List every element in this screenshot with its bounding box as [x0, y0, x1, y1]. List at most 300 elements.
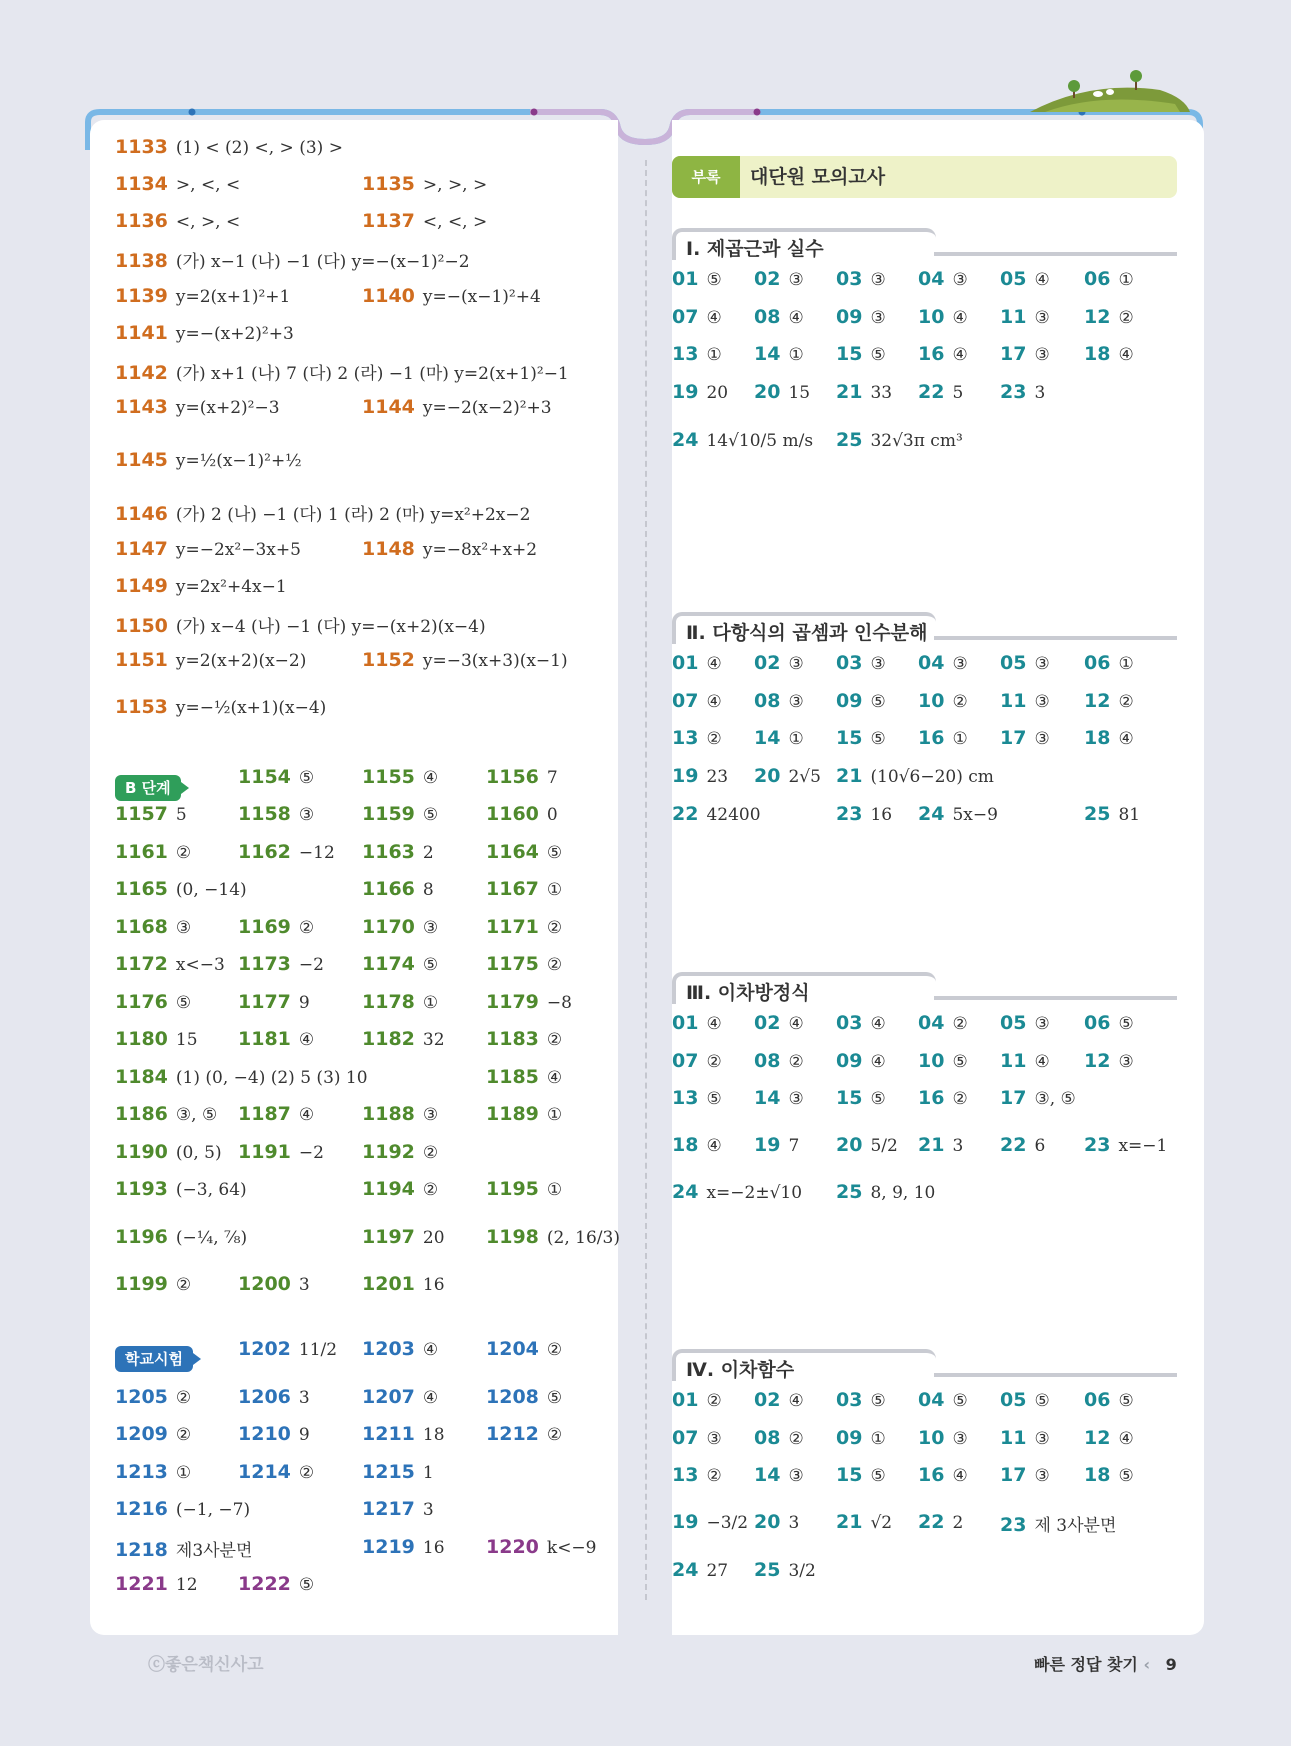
question-number: 14: [754, 1464, 781, 1486]
answer-value: ①: [546, 880, 563, 900]
answer-value: 제3사분면: [175, 1541, 253, 1561]
problem-number: 1179: [486, 991, 539, 1013]
problem-number: 1158: [238, 803, 291, 825]
answer-item: [672, 1050, 722, 1072]
answer-item: [754, 765, 821, 787]
problem-number: 1160: [486, 803, 539, 825]
answer-item: [836, 652, 886, 674]
answer-value: ⑤: [870, 1391, 886, 1411]
question-number: 02: [754, 652, 781, 674]
problem-number: 1146: [115, 503, 168, 525]
question-number: 03: [836, 652, 863, 674]
question-number: 25: [836, 429, 863, 451]
answer-item: [836, 1511, 892, 1533]
answer-item: [362, 766, 438, 788]
answer-item: [754, 1511, 799, 1533]
problem-number: 1184: [115, 1066, 168, 1088]
answer-value: ④: [706, 308, 722, 328]
answer-value: ④: [298, 1030, 315, 1050]
answer-value: ③: [788, 1466, 804, 1486]
answer-item: [836, 690, 886, 712]
answer-value: ⑤: [546, 843, 563, 863]
answer-value: 11/2: [298, 1340, 338, 1360]
answer-value: ③: [1034, 1466, 1050, 1486]
answer-value: ②: [546, 1340, 563, 1360]
answer-value: x=−1: [1118, 1136, 1168, 1156]
answer-item: [238, 1338, 337, 1360]
question-number: 12: [1084, 306, 1111, 328]
section-title: Ⅳ. 이차함수: [686, 1359, 795, 1381]
question-number: 17: [1000, 1087, 1027, 1109]
answer-value: 2: [422, 843, 434, 863]
question-number: 23: [1084, 1134, 1111, 1156]
question-number: 23: [836, 803, 863, 825]
problem-number: 1207: [362, 1386, 415, 1408]
answer-value: −2: [298, 955, 324, 975]
answer-item: [115, 1498, 250, 1520]
answer-value: 5: [175, 805, 187, 825]
answer-value: 18: [422, 1425, 445, 1445]
answer-value: 3: [788, 1513, 800, 1533]
problem-number: 1154: [238, 766, 291, 788]
answer-value: ④: [952, 308, 968, 328]
answer-item: [754, 1050, 804, 1072]
answer-value: ④: [870, 1052, 886, 1072]
answer-value: ④: [1118, 345, 1134, 365]
answer-value: 5x−9: [952, 805, 998, 825]
answer-value: 1: [422, 1463, 434, 1483]
answer-value: 42400: [706, 805, 761, 825]
answer-item: [238, 1573, 314, 1595]
answer-value: ③: [952, 654, 968, 674]
answer-value: ③: [1034, 692, 1050, 712]
answer-value: 8: [422, 880, 434, 900]
answer-item: [672, 652, 722, 674]
answer-value: ④: [1118, 729, 1134, 749]
answer-item: [918, 381, 963, 403]
answer-item: [1000, 1012, 1050, 1034]
question-number: 15: [836, 727, 863, 749]
answer-value: y=−½(x+1)(x−4): [175, 698, 327, 718]
question-number: 03: [836, 1012, 863, 1034]
question-number: 06: [1084, 652, 1111, 674]
answer-item: [115, 1273, 191, 1295]
answer-value: y=−(x−1)²+4: [422, 287, 541, 307]
problem-number: 1163: [362, 841, 415, 863]
question-number: 19: [672, 381, 699, 403]
problem-number: 1216: [115, 1498, 168, 1520]
answer-item: [486, 991, 572, 1013]
problem-number: 1180: [115, 1028, 168, 1050]
question-number: 21: [836, 381, 863, 403]
problem-number: 1165: [115, 878, 168, 900]
appendix-header: [672, 156, 1177, 198]
answer-item: [754, 727, 804, 749]
chevron-left-icon: ‹: [1143, 1655, 1151, 1674]
answer-item: [362, 285, 541, 307]
school-exam-badge: 학교시험: [115, 1346, 193, 1372]
answer-item: [115, 173, 240, 195]
problem-number: 1204: [486, 1338, 539, 1360]
answer-item: [486, 1178, 562, 1200]
answer-item: [362, 1226, 445, 1248]
answer-item: [1000, 268, 1050, 290]
answer-value: ⑤: [1118, 1391, 1134, 1411]
section-header: [672, 228, 1177, 260]
answer-item: [1000, 1087, 1076, 1109]
answer-value: ③: [175, 918, 192, 938]
answer-item: [1084, 1134, 1167, 1156]
problem-number: 1173: [238, 953, 291, 975]
problem-number: 1157: [115, 803, 168, 825]
answer-value: ③: [422, 918, 439, 938]
answer-value: ③: [1034, 654, 1050, 674]
question-number: 10: [918, 306, 945, 328]
answer-item: [918, 1087, 968, 1109]
answer-item: [836, 1389, 886, 1411]
answer-item: [486, 1028, 562, 1050]
problem-number: 1175: [486, 953, 539, 975]
answer-item: [238, 1423, 310, 1445]
answer-item: [486, 1066, 562, 1088]
answer-value: ③: [1034, 729, 1050, 749]
problem-number: 1138: [115, 250, 168, 272]
answer-value: y=−(x+2)²+3: [175, 324, 294, 344]
problem-number: 1151: [115, 649, 168, 671]
problem-number: 1147: [115, 538, 168, 560]
question-number: 25: [1084, 803, 1111, 825]
question-number: 12: [1084, 1050, 1111, 1072]
answer-value: ⑤: [870, 1089, 886, 1109]
problem-number: 1136: [115, 210, 168, 232]
problem-number: 1201: [362, 1273, 415, 1295]
problem-number: 1166: [362, 878, 415, 900]
answer-value: y=2(x+2)(x−2): [175, 651, 307, 671]
answer-value: ②: [175, 1388, 192, 1408]
answer-value: y=2x²+4x−1: [175, 577, 287, 597]
question-number: 14: [754, 1087, 781, 1109]
question-number: 22: [918, 381, 945, 403]
answer-item: [1084, 1464, 1134, 1486]
problem-number: 1193: [115, 1178, 168, 1200]
answer-item: [836, 343, 886, 365]
answer-value: y=−8x²+x+2: [422, 540, 538, 560]
answer-value: ④: [1034, 270, 1050, 290]
appendix-title: 대단원 모의고사: [750, 166, 886, 188]
answer-value: (0, −14): [175, 880, 247, 900]
answer-value: 16: [422, 1275, 445, 1295]
answer-item: [1084, 652, 1134, 674]
answer-value: ②: [175, 1275, 192, 1295]
answer-value: <, <, >: [422, 212, 488, 232]
answer-value: >, >, >: [422, 175, 488, 195]
answer-value: ④: [706, 1136, 722, 1156]
answer-value: ⑤: [952, 1052, 968, 1072]
question-number: 24: [672, 1559, 699, 1581]
section-title: Ⅰ. 제곱근과 실수: [686, 238, 824, 260]
question-number: 07: [672, 1427, 699, 1449]
answer-item: [1084, 1427, 1134, 1449]
problem-number: 1141: [115, 322, 168, 344]
answer-item: [362, 396, 552, 418]
answer-item: [836, 429, 963, 451]
section-rule: [934, 252, 1177, 256]
answer-item: [362, 649, 568, 671]
answer-value: 16: [422, 1538, 445, 1558]
question-number: 13: [672, 727, 699, 749]
problem-number: 1218: [115, 1539, 168, 1561]
answer-item: [1000, 1464, 1050, 1486]
answer-item: [1000, 381, 1045, 403]
question-number: 05: [1000, 652, 1027, 674]
answer-item: [362, 1461, 434, 1483]
answer-item: [754, 652, 804, 674]
question-number: 24: [918, 803, 945, 825]
answer-value: 14√10/5 m/s: [706, 431, 814, 451]
answer-value: ②: [952, 1089, 968, 1109]
answer-item: [486, 803, 558, 825]
question-number: 24: [672, 1181, 699, 1203]
answer-value: ③: [1034, 345, 1050, 365]
question-number: 19: [672, 765, 699, 787]
question-number: 03: [836, 1389, 863, 1411]
answer-item: [1000, 1389, 1050, 1411]
question-number: 19: [754, 1134, 781, 1156]
answer-item: [486, 916, 562, 938]
problem-number: 1152: [362, 649, 415, 671]
question-number: 21: [918, 1134, 945, 1156]
problem-number: 1171: [486, 916, 539, 938]
answer-item: [115, 1536, 252, 1561]
answer-value: 제 3사분면: [1034, 1516, 1117, 1536]
answer-value: ①: [788, 345, 804, 365]
problem-number: 1162: [238, 841, 291, 863]
answer-item: [836, 381, 892, 403]
answer-item: [836, 1012, 886, 1034]
answer-item: [918, 1511, 963, 1533]
answer-value: ③: [788, 692, 804, 712]
problem-number: 1159: [362, 803, 415, 825]
problem-number: 1133: [115, 136, 168, 158]
question-number: 04: [918, 1389, 945, 1411]
problem-number: 1222: [238, 1573, 291, 1595]
answer-value: −12: [298, 843, 335, 863]
answer-value: 0: [546, 805, 558, 825]
answer-value: ④: [706, 692, 722, 712]
answer-item: [486, 1536, 597, 1558]
answer-value: −3/2: [706, 1513, 749, 1533]
answer-item: [1000, 690, 1050, 712]
answer-item: [672, 1427, 722, 1449]
page-number: 9: [1165, 1655, 1177, 1674]
answer-item: [754, 1087, 804, 1109]
problem-number: 1187: [238, 1103, 291, 1125]
problem-number: 1188: [362, 1103, 415, 1125]
answer-value: ④: [422, 1388, 439, 1408]
answer-item: [115, 696, 326, 718]
answer-item: [362, 1141, 438, 1163]
answer-item: [238, 953, 324, 975]
problem-number: 1197: [362, 1226, 415, 1248]
answer-item: [754, 690, 804, 712]
answer-value: 32√3π cm³: [870, 431, 963, 451]
answer-item: [238, 1141, 324, 1163]
answer-item: [238, 803, 314, 825]
answer-item: [362, 1028, 445, 1050]
answer-item: [918, 652, 968, 674]
question-number: 06: [1084, 1012, 1111, 1034]
question-number: 20: [754, 381, 781, 403]
answer-item: [672, 1559, 728, 1581]
answer-item: [486, 1386, 562, 1408]
answer-value: 9: [298, 1425, 310, 1445]
question-number: 23: [1000, 381, 1027, 403]
answer-value: (1) (0, −4) (2) 5 (3) 10: [175, 1068, 368, 1088]
answer-item: [115, 538, 301, 560]
problem-number: 1168: [115, 916, 168, 938]
answer-value: ③: [788, 654, 804, 674]
answer-value: 3: [298, 1275, 310, 1295]
answer-value: ③: [788, 270, 804, 290]
question-number: 17: [1000, 1464, 1027, 1486]
problem-number: 1139: [115, 285, 168, 307]
answer-value: ②: [546, 1425, 563, 1445]
answer-value: y=−2(x−2)²+3: [422, 398, 552, 418]
answer-item: [836, 306, 886, 328]
problem-number: 1174: [362, 953, 415, 975]
answer-item: [115, 1141, 222, 1163]
answer-value: 3: [952, 1136, 964, 1156]
answer-item: [115, 322, 294, 344]
answer-item: [362, 210, 487, 232]
question-number: 16: [918, 343, 945, 365]
answer-value: ⑤: [546, 1388, 563, 1408]
answer-value: ④: [706, 1014, 722, 1034]
problem-number: 1191: [238, 1141, 291, 1163]
question-number: 22: [672, 803, 699, 825]
problem-number: 1153: [115, 696, 168, 718]
answer-value: ⑤: [870, 692, 886, 712]
answer-item: [918, 1012, 968, 1034]
answer-item: [238, 916, 314, 938]
answer-value: ④: [870, 1014, 886, 1034]
answer-value: (가) x−1 (나) −1 (다) y=−(x−1)²−2: [175, 252, 470, 272]
answer-item: [754, 1559, 816, 1581]
section-header: [672, 1349, 1177, 1381]
problem-number: 1210: [238, 1423, 291, 1445]
question-number: 10: [918, 1427, 945, 1449]
answer-value: ⑤: [870, 1466, 886, 1486]
answer-value: (가) x+1 (나) 7 (다) 2 (라) −1 (마) y=2(x+1)²−1: [175, 364, 569, 384]
answer-item: [115, 991, 191, 1013]
answer-item: [672, 1012, 722, 1034]
answer-value: ①: [422, 993, 439, 1013]
answer-value: ②: [706, 1052, 722, 1072]
answer-item: [836, 1464, 886, 1486]
question-number: 17: [1000, 727, 1027, 749]
answer-item: [362, 841, 434, 863]
question-number: 20: [754, 765, 781, 787]
question-number: 25: [836, 1181, 863, 1203]
question-number: 09: [836, 1427, 863, 1449]
problem-number: 1203: [362, 1338, 415, 1360]
problem-number: 1211: [362, 1423, 415, 1445]
problem-number: 1209: [115, 1423, 168, 1445]
answer-item: [754, 1389, 804, 1411]
question-number: 11: [1000, 1427, 1027, 1449]
answer-item: [362, 1338, 438, 1360]
question-number: 19: [672, 1511, 699, 1533]
answer-value: ④: [1118, 1429, 1134, 1449]
answer-value: (10√6−20) cm: [870, 767, 994, 787]
section-header: [672, 612, 1177, 644]
question-number: 02: [754, 268, 781, 290]
answer-item: [1084, 268, 1134, 290]
answer-item: [672, 381, 728, 403]
answer-item: [362, 991, 438, 1013]
question-number: 09: [836, 690, 863, 712]
answer-item: [672, 429, 813, 451]
answer-value: 15: [788, 383, 811, 403]
footer-section-title: 빠른 정답 찾기: [1034, 1655, 1138, 1674]
answer-value: ③: [870, 654, 886, 674]
problem-number: 1215: [362, 1461, 415, 1483]
appendix-tag: 부록: [672, 156, 740, 198]
question-number: 12: [1084, 1427, 1111, 1449]
answer-value: ④: [298, 1105, 315, 1125]
answer-item: [486, 1226, 620, 1248]
answer-value: ①: [175, 1463, 192, 1483]
question-number: 16: [918, 1087, 945, 1109]
question-number: 18: [1084, 1464, 1111, 1486]
question-number: 10: [918, 690, 945, 712]
section-rule: [934, 636, 1177, 640]
answer-value: ⑤: [422, 805, 439, 825]
answer-value: y=−3(x+3)(x−1): [422, 651, 568, 671]
answer-item: [836, 765, 994, 787]
answer-value: ③: [706, 1429, 722, 1449]
answer-item: [362, 1103, 438, 1125]
problem-number: 1196: [115, 1226, 168, 1248]
question-number: 06: [1084, 1389, 1111, 1411]
answer-item: [362, 953, 438, 975]
answer-value: 16: [870, 805, 893, 825]
question-number: 01: [672, 652, 699, 674]
answer-value: ①: [1118, 654, 1134, 674]
b-stage-badge: B 단계: [115, 775, 181, 801]
problem-number: 1183: [486, 1028, 539, 1050]
answer-item: [672, 268, 722, 290]
answer-item: [362, 538, 537, 560]
answer-item: [1000, 1050, 1050, 1072]
answer-value: y=−2x²−3x+5: [175, 540, 301, 560]
answer-item: [918, 306, 968, 328]
question-number: 04: [918, 1012, 945, 1034]
answer-item: [1084, 690, 1134, 712]
question-number: 01: [672, 1012, 699, 1034]
answer-value: 15: [175, 1030, 198, 1050]
question-number: 09: [836, 306, 863, 328]
problem-number: 1182: [362, 1028, 415, 1050]
question-number: 24: [672, 429, 699, 451]
problem-number: 1200: [238, 1273, 291, 1295]
answer-item: [1084, 803, 1140, 825]
problem-number: 1142: [115, 362, 168, 384]
answer-value: ②: [422, 1180, 439, 1200]
answer-item: [486, 1423, 562, 1445]
answer-value: √2: [870, 1513, 893, 1533]
question-number: 03: [836, 268, 863, 290]
